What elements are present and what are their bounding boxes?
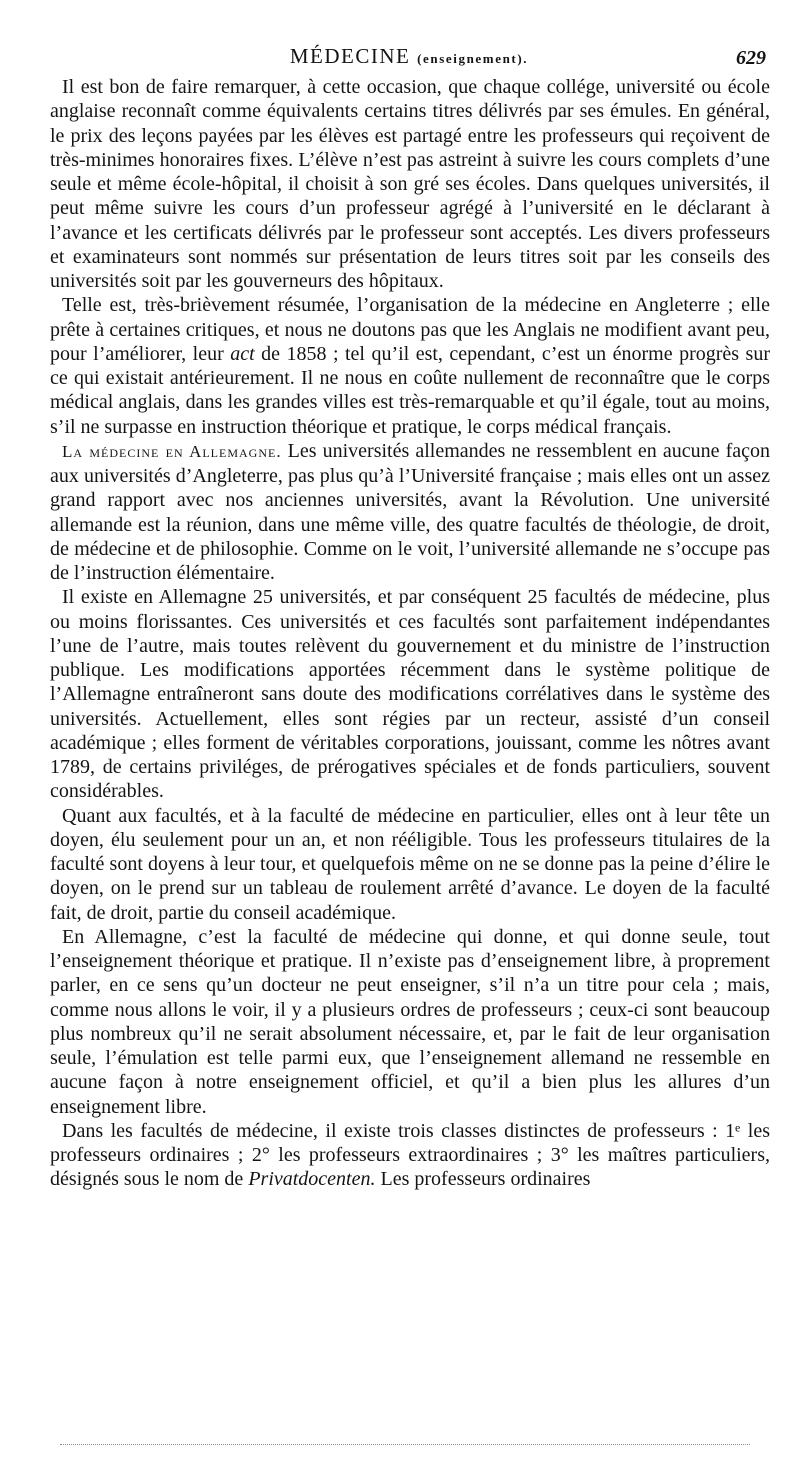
- running-title-sub: (enseignement).: [417, 51, 529, 66]
- paragraph-7-text-b: Les professeurs ordinaires: [375, 1168, 591, 1191]
- footer-rule: [60, 1444, 750, 1445]
- paragraph-7-privatdocenten-term: Privatdocenten.: [248, 1168, 376, 1191]
- paragraph-5: Quant aux facultés, et à la faculté de médecine en particulier, elles ont à leur tête un doyen, élu seulement pour un an, et non rééligible. Tous les professeurs titulaires de la faculté sont doyens à leur tour, et quelquefois même on ne se donne pas la peine d’élire le doyen, on le prend sur un tableau de roulement arrêté d’avance. Le doyen de la faculté fait, de droit, partie du conseil académique.: [50, 804, 770, 924]
- paragraph-1: Il est bon de faire remarquer, à cette occasion, que chaque collége, université ou école anglaise reconnaît comme équivalents certains titres délivrés par ses émules. En général, le prix des leçons payées par les élèves est partagé entre les professeurs qui reçoivent de très-minimes honoraires fixes. L’élève n’est pas astreint à suivre les cours complets d’une seule et même école-hôpital, il choisit à son gré ses écoles. Dans quelques universités, il peut même suivre les cours d’un professeur agrégé à l’université en le déclarant à l’avance et les certificats délivrés par le professeur sont acceptés. Les divers professeurs et examinateurs sont nommés sur présentation de leurs titres soit par les conseils des universités soit par les gouverneurs des hôpitaux.: [50, 76, 770, 292]
- paragraph-4: Il existe en Allemagne 25 universités, et par conséquent 25 facultés de médecine, plus ou moins florissantes. Ces universités et ces facultés sont parfaitement indépendantes l’une de l’autre, mais toutes relèvent du gouvernement et du ministre de l’instruction publique. Les modifications apportées récemment dans le système politique de l’Allemagne entraîneront sans doute des modifications corrélatives dans le système des universités. Actuellement, elles sont régies par un recteur, assisté d’un conseil académique ; elles forment de véritables corporations, jouissant, comme les nôtres avant 1789, de certains priviléges, de prérogatives spéciales et de fonds particuliers, souvent considérables.: [50, 586, 770, 803]
- paragraph-2: [50, 293, 770, 439]
- paragraph-3: [50, 439, 770, 586]
- paragraph-7-text-a: Dans les facultés de médecine, il existe trois classes distinctes de professeurs : 1ᵉ les professeurs ordinaires ; 2° les professeurs extraordinaires ; 3° les maîtres particuliers, désignés sous le nom de: [50, 1119, 770, 1191]
- paragraph-3-text: Les universités allemandes ne ressemblent en aucune façon aux universités d’Angleterre, pas plus qu’à l’Université française ; mais elles ont un assez grand rapport avec nos anciennes universités, avant la Révolution. Une université allemande est la réunion, dans une même ville, des quatre facultés de théologie, de droit, de médecine et de philosophie. Comme on le voit, l’université allemande ne s’occupe pas de l’instruction élémentaire.: [50, 439, 770, 584]
- paragraph-2-act-term: act: [230, 342, 255, 365]
- running-title: [48, 44, 770, 69]
- running-header: [48, 44, 770, 74]
- paragraph-6: En Allemagne, c’est la faculté de médecine qui donne, et qui donne seule, tout l’enseignement théorique et pratique. Il n’existe pas d’enseignement libre, à proprement parler, en ce sens qu’un docteur ne peut enseigner, s’il n’a un titre pour cela ; mais, comme nous allons le voir, il y a plusieurs ordres de professeurs ; ceux-ci sont beaucoup plus nombreux qu’il ne serait absolument nécessaire, et, par le fait de leur organisation seule, l’émulation est telle parmi eux, que l’enseignement allemand ne ressemble en aucune façon à notre enseignement officiel, et qu’il a bien plus les allures d’un enseignement libre.: [50, 925, 770, 1118]
- body-text: [50, 75, 770, 1192]
- paragraph-2-text-a: Telle est, très-brièvement résumée, l’organisation de la médecine en Angleterre ; elle prête à certaines critiques, et nous ne doutons pas que les Anglais ne modifient avant peu, pour l’améliorer, leur: [50, 294, 770, 365]
- running-title-main: MÉDECINE: [289, 44, 411, 68]
- section-heading: La médecine en Allemagne.: [62, 441, 282, 461]
- page-number: 629: [736, 47, 766, 69]
- paragraph-7: [50, 1119, 770, 1192]
- paragraph-2-text-b: de 1858 ; tel qu’il est, cependant, c’est un énorme progrès sur ce qui existait antérieurement. Il ne nous en coûte nullement de reconnaître que le corps médical anglais, dans les grandes villes est très-remarquable et qu’il égale, tout au moins, s’il ne surpasse en instruction théorique et pratique, le corps médical français.: [50, 342, 770, 438]
